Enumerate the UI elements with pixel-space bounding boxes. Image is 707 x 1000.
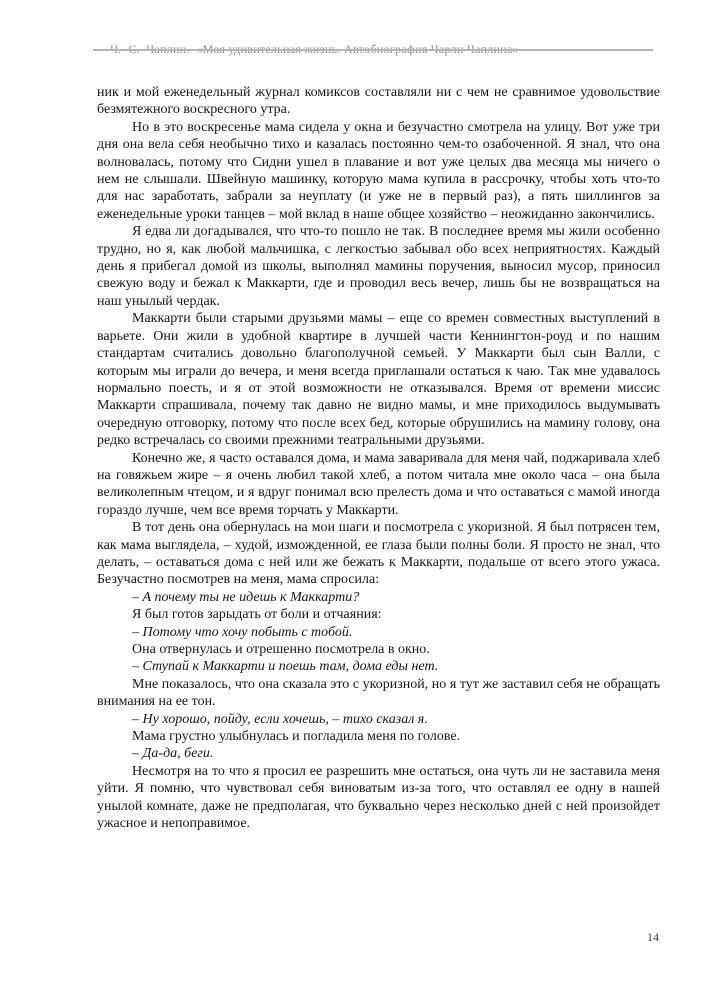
paragraph: Несмотря на то что я просил ее разрешить мне остаться, она чуть ли не заставила меня уйти. Я помню, что чувствовал себя виноватым из-за того, что оставлял ее одну в нашей унылой комнате, даже не предполагая, что буквально через несколько дней с ней произойдет ужасное и непоправимое. xyxy=(97,763,660,832)
paragraph: Маккарти были старыми друзьями мамы – еще со времен совместных выступлений в варьете. Они жили в удобной квартире в лучшей части Кеннингтон-роуд и по нашим стандартам считались довольно благополучной семьей. У Маккарти был сын Валли, с которым мы играли до вечера, и меня всегда приглашали остаться к чаю. Так мне удавалось нормально поесть, и я от этой возможности не отказывался. Время от времени миссис Маккарти спрашивала, почему так давно не видно мамы, и мне приходилось выдумывать очередную отговорку, потому что после всех бед, которые обрушились на мамину голову, она редко встречалась со своими прежними театральными друзьями. xyxy=(97,311,660,449)
dialogue-line: – Да-да, беги. xyxy=(132,746,214,762)
paragraph: Я едва ли догадывался, что что-то пошло не так. В последнее время мы жили особенно трудно, но я, как любой мальчишка, с легкостью забывал обо всех неприятностях. Каждый день я прибегал домой из школы, выполнял мамины поручения, выносил мусор, приносил свежую воду и бежал к Маккарти, где и проводил весь вечер, лишь бы не возвращаться на наш унылый чердак. xyxy=(97,224,660,309)
paragraph: Она отвернулась и отрешенно посмотрела в окно. xyxy=(132,642,430,657)
dialogue-line: – Ну хорошо, пойду, если хочешь, – тихо сказал я. xyxy=(132,711,428,727)
paragraph: Мама грустно улыбнулась и погладила меня по голове. xyxy=(132,729,461,745)
paragraph: ник и мой еженедельный журнал комиксов составляли ни с чем не сравнимое удовольствие безмятежного воскресного утра. xyxy=(97,85,660,118)
paragraph: Я был готов зарыдать от боли и отчаяния: xyxy=(132,607,382,623)
dialogue-line: – А почему ты не идешь к Маккарти? xyxy=(132,589,360,605)
paragraph: Конечно же, я часто оставался дома, и мама заваривала для меня чай, поджаривала хлеб на говяжьем жире – я очень любил такой хлеб, а потом читала мне около часа – она была великолепным чтецом, и я вдруг понимал всю прелесть дома и что оставаться с мамой иногда гораздо лучше, чем все время торчать у Маккарти. xyxy=(97,450,660,518)
paragraph: В тот день она обернулась на мои шаги и посмотрела с укоризной. Я был потрясен тем, как мама выглядела, – худой, изможденной, ее глаза были полны боли. Я просто не знал, что делать, – оставаться дома с ней или же бежать к Маккарти, подальше от всего этого ужаса. Безучастно посмотрев на меня, мама спросила: xyxy=(97,520,660,588)
header-rule xyxy=(93,49,653,51)
dialogue-line: – Ступай к Маккарти и поешь там, дома еды нет. xyxy=(132,659,439,675)
page-body xyxy=(97,84,660,832)
page-number: 14 xyxy=(647,930,659,944)
page-footer xyxy=(647,930,659,945)
paragraph: Мне показалось, что она сказала это с укоризной, но я тут же заставил себя не обращать внимания на ее тон. xyxy=(97,676,660,710)
dialogue-line: – Потому что хочу побыть с тобой. xyxy=(132,624,353,640)
paragraph: Но в это воскресенье мама сидела у окна и безучастно смотрела на улицу. Вот уже три дня она вела себя необычно тихо и казалась постоянно чем-то озабоченной. Я знал, что она волновалась, потому что Сидни ушел в плавание и вот уже целых два месяца мы ничего о нем не слышали. Швейную машинку, которую мама купила в рассрочку, чтобы хоть что-то для нас заработать, забрали за неуплату (и уже не в первый раз), а пять шиллингов за еженедельные уроки танцев – мой вклад в наше общее хозяйство – неожиданно закончились. xyxy=(97,119,660,222)
